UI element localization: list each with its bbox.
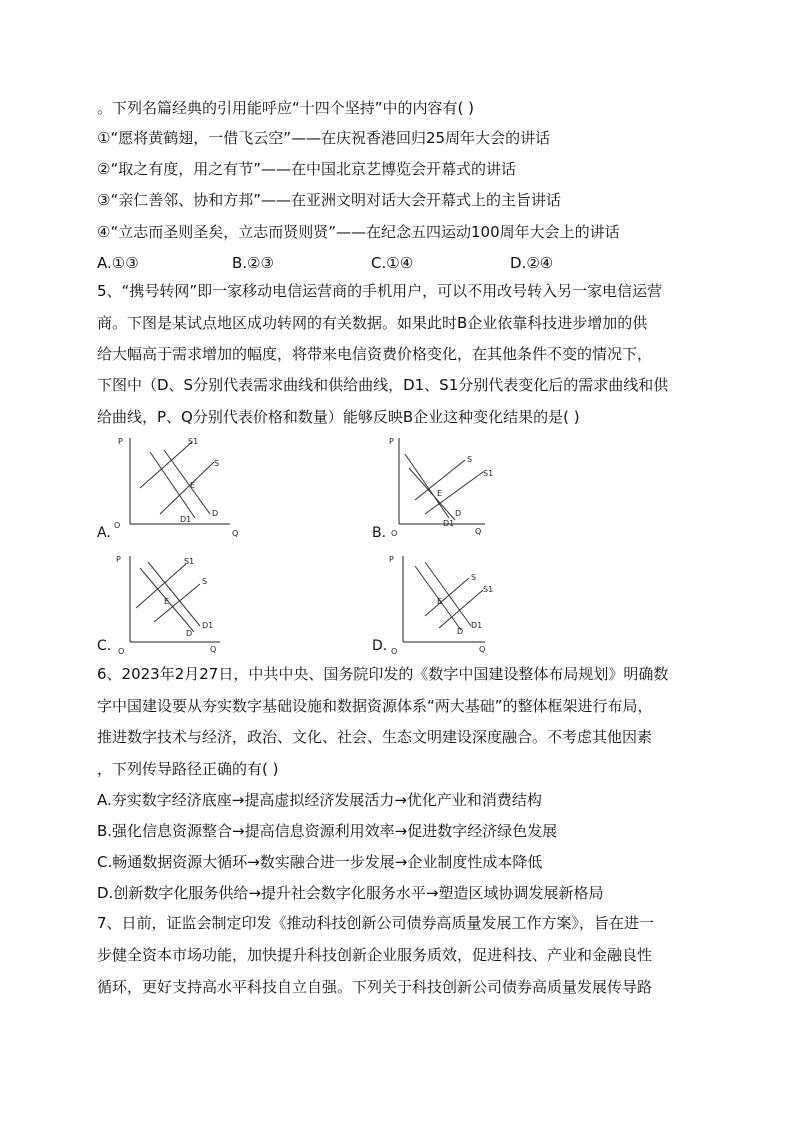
graph-c-s-label: S xyxy=(202,577,208,586)
q4-option-d: D.②④ xyxy=(510,254,554,272)
q6-option-b: B.强化信息资源整合→提高信息资源利用效率→促进数字经济绿色发展 xyxy=(97,822,558,840)
graph-a-s1-curve xyxy=(140,442,192,488)
graph-d-e-label: E xyxy=(437,597,443,606)
graph-c-d-label: D xyxy=(186,629,193,638)
graph-c xyxy=(110,548,260,673)
graph-c-d1-label: D1 xyxy=(202,621,214,630)
graph-d xyxy=(385,548,535,673)
graph-b-q-label: Q xyxy=(475,527,482,536)
graph-a-q-label: Q xyxy=(232,529,239,538)
graph-a-d-label: D xyxy=(212,509,219,518)
q4-item-2: ②“取之有度，用之有节”——在中国北京艺博览会开幕式的讲话 xyxy=(97,160,516,178)
graph-a-d1-label: D1 xyxy=(180,515,192,524)
q7-line-1: 7、日前，证监会制定印发《推动科技创新公司债券高质量发展工作方案》，旨在进一 xyxy=(97,914,655,932)
q5-line-2: 商。下图是某试点地区成功转网的有关数据。如果此时B企业依靠科技进步增加的供 xyxy=(97,314,648,332)
graph-b-d1-label: D1 xyxy=(443,519,455,528)
graph-c-origin-label: O xyxy=(118,647,125,656)
graph-a-origin-label: O xyxy=(114,521,121,530)
graph-c-s-curve xyxy=(154,584,200,622)
graph-b-svg xyxy=(385,430,535,555)
graph-b-p-label: P xyxy=(389,437,394,446)
graph-d-s1-label: S1 xyxy=(483,585,494,594)
graph-c-p-label: P xyxy=(116,555,121,564)
q4-item-4: ④“立志而圣则圣矣，立志而贤则贤”——在纪念五四运动100周年大会上的讲话 xyxy=(97,223,620,241)
graph-d-d-label: D xyxy=(457,627,464,636)
graph-b-s-label: S xyxy=(467,455,473,464)
graph-d-d1-curve xyxy=(425,562,471,626)
q5-line-1: 5、“携号转网”即一家移动电信运营商的手机用户，可以不用改号转入另一家电信运营 xyxy=(97,282,663,300)
graph-d-origin-label: O xyxy=(391,647,398,656)
graph-d-svg xyxy=(385,548,535,673)
graph-b-d1-curve xyxy=(409,468,455,520)
q6-option-a: A.夯实数字经济底座→提高虚拟经济发展活力→优化产业和消费结构 xyxy=(97,791,542,809)
graph-b-e-label: E xyxy=(437,489,443,498)
graph-c-d1-curve xyxy=(148,562,200,626)
graph-c-q-label: Q xyxy=(210,645,217,654)
q6-line-2: 字中国建设要从夯实数字基础设施和数据资源体系“两大基础”的整体框架进行布局， xyxy=(97,697,653,715)
q4-stem: 。下列名篇经典的引用能呼应“十四个坚持”中的内容有( ) xyxy=(97,99,475,117)
graph-b-d-label: D xyxy=(455,509,462,518)
graph-b-origin-label: O xyxy=(391,529,398,538)
graph-b-d-curve xyxy=(405,454,449,518)
q5-line-3: 给大幅高于需求增加的幅度，将带来电信资费价格变化，在其他条件不变的情况下， xyxy=(97,345,653,363)
q4-item-1: ①“愿将黄鹤翅，一借飞云空”——在庆祝香港回归25周年大会的讲话 xyxy=(97,129,551,147)
graph-a-s-label: S xyxy=(214,459,220,468)
graph-c-svg xyxy=(110,548,260,673)
graph-a-option: A. xyxy=(97,525,111,541)
graph-b-s1-label: S1 xyxy=(483,469,494,478)
q6-line-3: 推进数字技术与经济，政治、文化、社会、生态文明建设深度融合。不考虑其他因素 xyxy=(97,728,653,746)
q6-option-d: D.创新数字化服务供给→提升社会数字化服务水平→塑造区域协调发展新格局 xyxy=(97,884,604,902)
q6-line-1: 6、2023年2月27日，中共中央、国务院印发的《数字中国建设整体布局规划》明确数 xyxy=(97,665,669,683)
q7-line-2: 步健全资本市场功能，加快提升科技创新企业服务质效，促进科技、产业和金融良性 xyxy=(97,946,653,964)
q4-option-a: A.①③ xyxy=(97,254,139,272)
graph-d-option: D. xyxy=(372,638,388,654)
graph-d-d1-label: D1 xyxy=(471,621,483,630)
q5-line-4: 下图中（D、S分别代表需求曲线和供给曲线，D1、S1分别代表变化后的需求曲线和供 xyxy=(97,376,669,394)
graph-b xyxy=(385,430,535,555)
q4-options xyxy=(97,253,697,273)
q4-option-c: C.①④ xyxy=(371,254,414,272)
q4-option-b: B.②③ xyxy=(232,254,274,272)
graph-c-s1-label: S1 xyxy=(184,557,195,566)
graph-a-p-label: P xyxy=(118,437,123,446)
graph-a-s1-label: S1 xyxy=(188,437,199,446)
q5-line-5: 给曲线，P、Q分别代表价格和数量）能够反映B企业这种变化结果的是( ) xyxy=(97,408,580,426)
q6-line-4: ，下列传导路径正确的有( ) xyxy=(97,760,279,778)
q7-line-3: 循环，更好支持高水平科技自立自强。下列关于科技创新公司债券高质量发展传导路 xyxy=(97,978,653,996)
q4-item-3: ③“亲仁善邻、协和方邦”——在亚洲文明对话大会开幕式上的主旨讲话 xyxy=(97,191,561,209)
graph-d-s-label: S xyxy=(471,573,477,582)
graph-d-p-label: P xyxy=(389,555,394,564)
graph-c-option: C. xyxy=(97,638,112,654)
graph-d-q-label: Q xyxy=(479,645,486,654)
graph-b-s1-curve xyxy=(425,472,483,514)
q6-option-c: C.畅通数据资源大循环→数实融合进一步发展→企业制度性成本降低 xyxy=(97,853,543,871)
graph-c-e-label: E xyxy=(164,597,170,606)
graph-a-e-label: E xyxy=(190,481,196,490)
graph-a-svg xyxy=(110,430,260,555)
graph-a xyxy=(110,430,260,555)
graph-b-option: B. xyxy=(372,525,387,541)
